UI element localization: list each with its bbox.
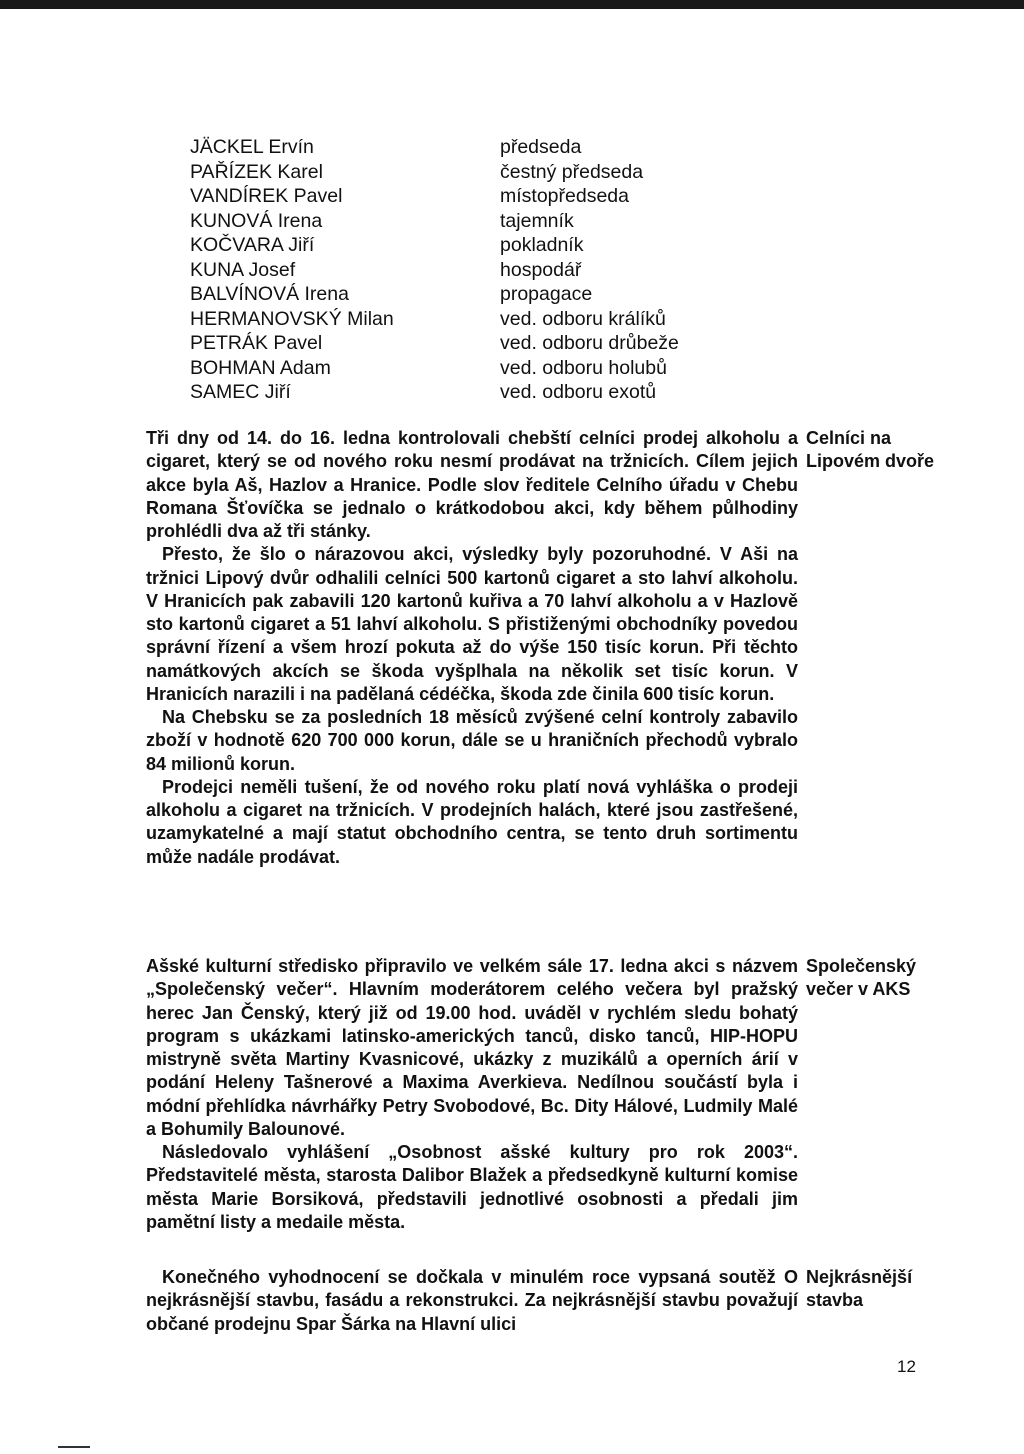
member-name: SAMEC Jiří <box>190 381 291 403</box>
member-name: VANDÍREK Pavel <box>190 185 343 207</box>
member-role: ved. odboru exotů <box>500 381 657 403</box>
member-name: KUNA Josef <box>190 258 296 281</box>
article-most-beautiful-building <box>146 1266 798 1336</box>
margin-heading-line: Lipovém dvoře <box>806 451 935 472</box>
margin-heading-line: Společenský <box>806 956 917 976</box>
margin-heading-line: Celníci na <box>806 428 892 448</box>
member-name: PAŘÍZEK Karel <box>190 160 323 183</box>
article-paragraph: Následovalo vyhlášení „Osobnost ašské kultury pro rok 2003“. Představitelé města, starosta Dalibor Blažek a předsedkyně kulturní komise města Marie Borsiková, představili jednotlivé osobnosti a předali jim pamětní listy a medaile města. <box>146 1142 798 1232</box>
member-name: KOČVARA Jiří <box>190 234 315 256</box>
member-name: KUNOVÁ Irena <box>190 209 323 232</box>
margin-heading-line: večer v AKS <box>806 979 911 1000</box>
article-paragraph: Prodejci neměli tušení, že od nového roku platí nová vyhláška o prodeji alkoholu a cigaret na tržnicích. V prodejních halách, které jsou zastřešené, uzamykatelné a mají statut obchodního centra, se tento druh sortimentu může nadále prodávat. <box>146 776 798 867</box>
member-role: ved. odboru drůbeže <box>500 332 679 354</box>
scan-top-edge <box>0 0 1024 9</box>
member-role: propagace <box>500 283 593 305</box>
article-social-evening <box>146 955 798 1234</box>
article-paragraph: Tři dny od 14. do 16. ledna kontrolovali chebští celníci prodej alkoholu a cigaret, který se od nového roku nesmí prodávat na tržnicích. Cílem jejich akce byla Aš, Hazlov a Hranice. Podle slov ředitele Celního úřadu v Chebu Romana Šťovíčka se jednalo o krátkodobou akci, kdy během půlhodiny prohlédli dva až tři stánky. <box>146 428 798 541</box>
margin-heading-social-evening <box>806 955 966 1002</box>
margin-heading-line: stavba <box>806 1290 864 1311</box>
member-name: BALVÍNOVÁ Irena <box>190 283 349 305</box>
member-role: čestný předseda <box>500 160 644 183</box>
member-role: předseda <box>500 136 582 158</box>
member-role: pokladník <box>500 234 584 256</box>
member-role: ved. odboru králíků <box>500 307 666 330</box>
member-name: PETRÁK Pavel <box>190 332 323 354</box>
margin-heading-line: Nejkrásnější <box>806 1267 913 1287</box>
member-role: tajemník <box>500 209 574 232</box>
member-role: ved. odboru holubů <box>500 356 667 379</box>
member-name: JÄCKEL Ervín <box>190 136 314 158</box>
member-name: BOHMAN Adam <box>190 356 331 379</box>
scan-edge-mark <box>58 1446 90 1448</box>
article-paragraph: Ašské kulturní středisko připravilo ve velkém sále 17. ledna akci s názvem „Společenský večer“. Hlavním moderátorem celého večera byl pražský herec Jan Čenský, který již od 19.00 hod. uváděl v rychlém sledu bohatý program s ukázkami latinsko-amerických tanců, disko tanců, HIP-HOPU mistryně světa Martiny Kvasnicové, ukázky z muzikálů a operních árií v podání Heleny Tašnerové a Maxima Averkieva. Nedílnou součástí byla i módní přehlídka návrhářky Petry Svobodové, Bc. Dity Hálové, Ludmily Malé a Bohumily Balounové. <box>146 956 798 1139</box>
member-name: HERMANOVSKÝ Milan <box>190 307 394 330</box>
article-customs-inspection <box>146 427 798 869</box>
margin-heading-customs <box>806 427 966 474</box>
margin-heading-building <box>806 1266 966 1313</box>
member-role: hospodář <box>500 258 582 281</box>
member-role: místopředseda <box>500 185 629 207</box>
page-number: 12 <box>897 1357 916 1376</box>
article-paragraph: Přesto, že šlo o nárazovou akci, výsledky byly pozoruhodné. V Aši na tržnici Lipový dvůr odhalili celníci 500 kartonů cigaret a sto lahví alkoholu. V Hranicích pak zabavili 120 kartonů kuřiva a 70 lahví alkoholu a v Hazlově sto kartonů cigaret a 51 lahví alkoholu. S přistiženými obchodníky povedou správní řízení a všem hrozí pokuta až do výše 150 tisíc korun. Při těchto namátkových akcích se škoda vyšplhala na několik set tisíc korun. V Hranicích narazili i na padělaná cédéčka, škoda zde činila 600 tisíc korun. <box>146 544 798 704</box>
article-paragraph: Konečného vyhodnocení se dočkala v minulém roce vypsaná soutěž O nejkrásnější stavbu, fasádu a rekonstrukci. Za nejkrásnější stavbu považují občané prodejnu Spar Šárka na Hlavní ulici <box>146 1267 798 1334</box>
article-paragraph: Na Chebsku se za posledních 18 měsíců zvýšené celní kontroly zabavilo zboží v hodnotě 620 700 000 korun, dále se u hraničních přechodů vybralo 84 milionů korun. <box>146 707 798 774</box>
